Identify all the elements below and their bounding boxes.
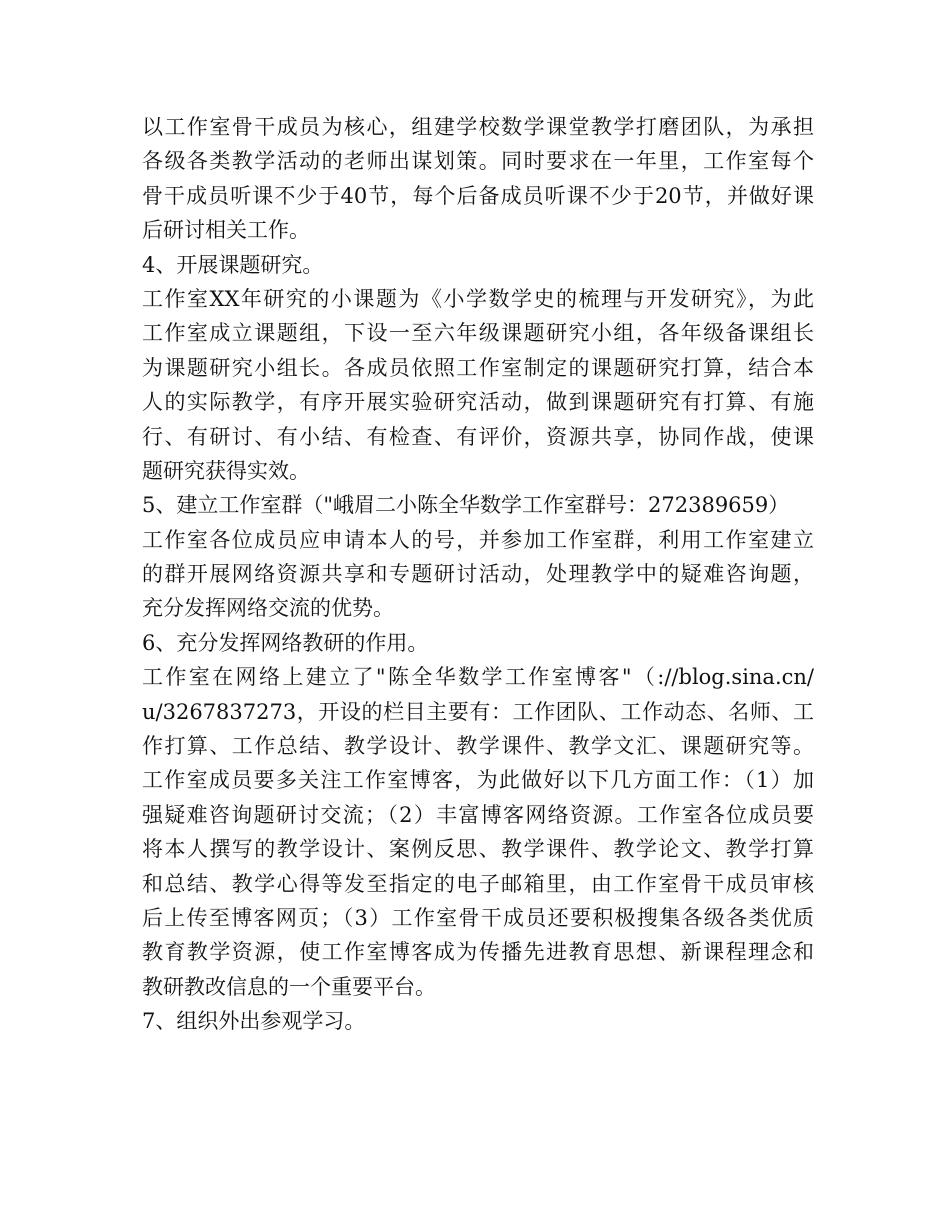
text-line-25: 教育教学资源，使工作室博客成为传播先进教育思想、新课程理念和	[142, 940, 814, 965]
text-line-15: 充分发挥网络交流的优势。	[142, 596, 394, 621]
text-line-6: 工作室XX年研究的小课题为《小学数学史的梳理与开发研究》，为此	[142, 286, 814, 311]
text-line-9: 人的实际教学，有序开展实验研究活动，做到课题研究有打算、有施	[142, 390, 814, 415]
text-line-22: 将本人撰写的教学设计、案例反思、教学课件、教学论文、教学打算	[142, 837, 814, 862]
text-line-20: 工作室成员要多关注工作室博客，为此做好以下几方面工作：（1）加	[142, 768, 814, 793]
section-heading-7: 7、组织外出参观学习。	[142, 1009, 366, 1034]
text-line-14: 的群开展网络资源共享和专题研讨活动，处理教学中的疑难咨询题，	[142, 562, 814, 587]
text-line-4: 后研讨相关工作。	[142, 218, 310, 243]
text-line-7: 工作室成立课题组，下设一至六年级课题研究小组，各年级备课组长	[142, 321, 814, 346]
text-line-13: 工作室各位成员应申请本人的号，并参加工作室群，利用工作室建立	[142, 527, 814, 552]
section-heading-4: 4、开展课题研究。	[142, 252, 324, 277]
text-line-23: 和总结、教学心得等发至指定的电子邮箱里，由工作室骨干成员审核	[142, 871, 814, 896]
text-line-2: 各级各类教学活动的老师出谋划策。同时要求在一年里，工作室每个	[142, 149, 814, 174]
text-line-10: 行、有研讨、有小结、有检查、有评价，资源共享，协同作战，使课	[142, 424, 814, 449]
text-line-3: 骨干成员听课不少于40节，每个后备成员听课不少于20节，并做好课	[142, 183, 814, 208]
text-line-18: u/3267837273，开设的栏目主要有：工作团队、工作动态、名师、工	[142, 699, 814, 724]
section-heading-5: 5、建立工作室群（"峨眉二小陈全华数学工作室群号：272389659）	[142, 493, 790, 518]
text-line-1: 以工作室骨干成员为核心，组建学校数学课堂教学打磨团队，为承担	[142, 115, 814, 139]
text-line-21: 强疑难咨询题研讨交流；（2）丰富博客网络资源。工作室各位成员要	[142, 802, 814, 827]
section-heading-6: 6、充分发挥网络教研的作用。	[142, 630, 429, 655]
text-line-19: 作打算、工作总结、教学设计、教学课件、教学文汇、课题研究等。	[142, 734, 814, 759]
text-line-8: 为课题研究小组长。各成员依照工作室制定的课题研究打算，结合本	[142, 355, 814, 380]
text-line-26: 教研教改信息的一个重要平台。	[142, 974, 436, 999]
text-line-11: 题研究获得实效。	[142, 458, 310, 483]
text-line-17: 工作室在网络上建立了"陈全华数学工作室博客"（://blog.sina.cn/	[142, 665, 814, 690]
text-line-24: 后上传至博客网页；（3）工作室骨干成员还要积极搜集各级各类优质	[142, 905, 814, 930]
document-body	[142, 110, 814, 1039]
